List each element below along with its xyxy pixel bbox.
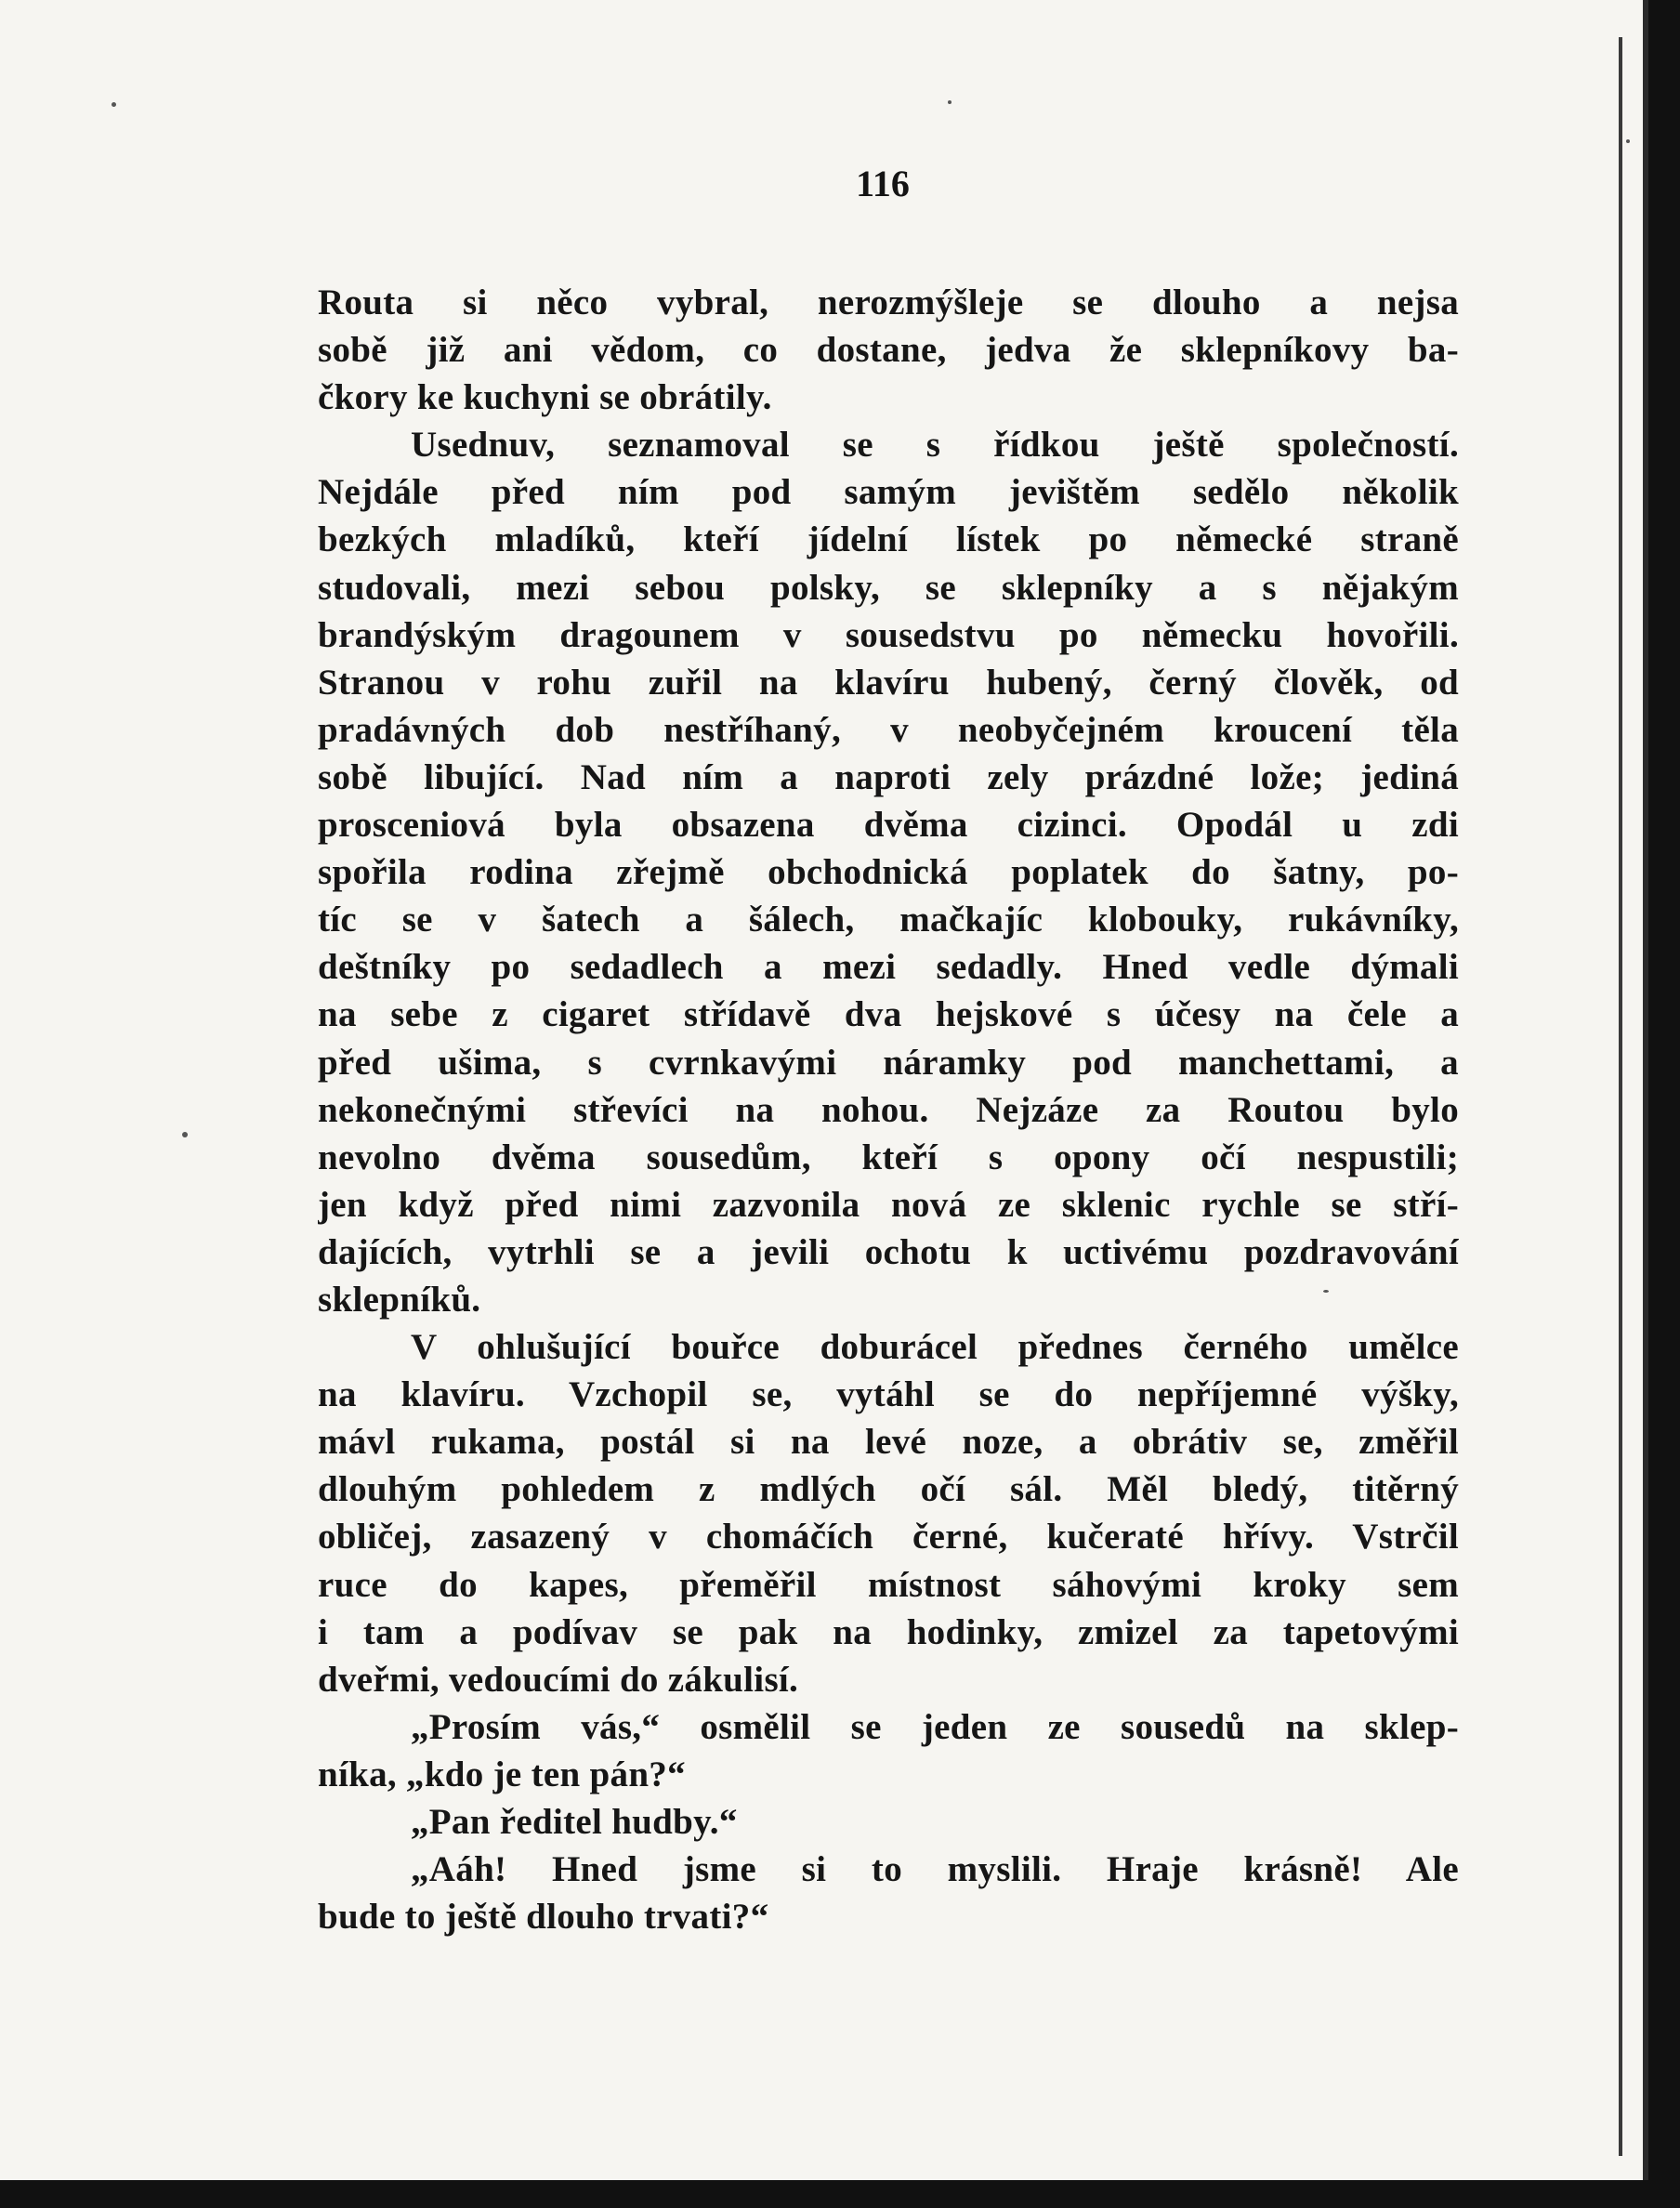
text-line: Usednuv, seznamoval se s řídkou ještě společností.: [411, 425, 1459, 466]
text-line: níka, „kdo je ten pán?“: [318, 1754, 686, 1794]
text-line: sobě libující. Nad ním a naproti zely prázdné lože; jediná: [318, 756, 1459, 797]
text-line: „Pan ředitel hudby.“: [411, 1802, 738, 1842]
text-line: tíc se v šatech a šálech, mačkajíc klobouky, rukávníky,: [318, 900, 1459, 940]
text-line: V ohlušující bouřce doburácel přednes černého umělce: [411, 1327, 1459, 1368]
text-line: dajících, vytrhli se a jevili ochotu k uctivému pozdravování: [318, 1231, 1459, 1272]
text-line: na klavíru. Vzchopil se, vytáhl se do nepříjemné výšky,: [318, 1374, 1459, 1415]
text-line: sklepníků.: [318, 1279, 481, 1320]
text-line: na sebe z cigaret střídavě dva hejskové s účesy na čele a: [318, 994, 1459, 1035]
text-line: jen když před nimi zazvonila nová ze sklenic rychle se stří-: [318, 1184, 1459, 1225]
text-line: Stranou v rohu zuřil na klavíru hubený, černý člověk, od: [318, 662, 1459, 703]
paper-speck: [182, 1132, 188, 1137]
text-line: spořila rodina zřejmě obchodnická poplatek do šatny, po-: [318, 852, 1459, 893]
text-line: Nejdále před ním pod samým jevištěm sedělo několik: [318, 472, 1459, 513]
paper-speck: [112, 102, 116, 107]
body-text: [318, 279, 1459, 1940]
page-edge-shadow: [1619, 37, 1622, 2156]
text-line: obličej, zasazený v chomáčích černé, kučeraté hřívy. Vstrčil: [318, 1517, 1459, 1557]
text-line: Routa si něco vybral, nerozmýšleje se dlouho a nejsa: [318, 283, 1459, 322]
text-line: dlouhým pohledem z mdlých očí sál. Měl bledý, titěrný: [318, 1469, 1459, 1510]
text-line: sobě již ani vědom, co dostane, jedva že sklepníkovy ba-: [318, 330, 1459, 371]
text-line: i tam a podívav se pak na hodinky, zmizel za tapetovými: [318, 1611, 1459, 1652]
text-line: bude to ještě dlouho trvati?“: [318, 1897, 769, 1938]
text-line: nekonečnými střevíci na nohou. Nejzáze za Routou bylo: [318, 1089, 1459, 1130]
text-line: bezkých mladíků, kteří jídelní lístek po německé straně: [318, 519, 1459, 560]
paper-speck: [1626, 139, 1630, 143]
paper-speck: [948, 100, 952, 104]
text-line: před ušima, s cvrnkavými náramky pod manchettami, a: [318, 1042, 1459, 1083]
text-line: ruce do kapes, přeměřil místnost sáhovými kroky sem: [318, 1564, 1459, 1605]
text-line: dveřmi, vedoucími do zákulisí.: [318, 1659, 799, 1700]
text-line: mávl rukama, postál si na levé noze, a obrátiv se, změřil: [318, 1422, 1459, 1463]
text-line: „Aáh! Hned jsme si to myslili. Hraje krásně! Ale: [411, 1849, 1459, 1890]
text-line: brandýským dragounem v sousedstvu po německu hovořili.: [318, 614, 1459, 655]
text-line: nevolno dvěma sousedům, kteří s opony očí nespustili;: [318, 1137, 1459, 1177]
text-line: čkory ke kuchyni se obrátily.: [318, 377, 772, 418]
page-number: 116: [856, 163, 910, 204]
text-line: pradávných dob nestříhaný, v neobyčejném kroucení těla: [318, 709, 1459, 750]
text-line: deštníky po sedadlech a mezi sedadly. Hned vedle dýmali: [318, 947, 1459, 988]
text-line: studovali, mezi sebou polsky, se sklepníky a s nějakým: [318, 567, 1459, 608]
text-line: prosceniová byla obsazena dvěma cizinci. Opodál u zdi: [318, 805, 1459, 846]
text-line: „Prosím vás,“ osmělil se jeden ze sousedů na sklep-: [411, 1706, 1459, 1747]
